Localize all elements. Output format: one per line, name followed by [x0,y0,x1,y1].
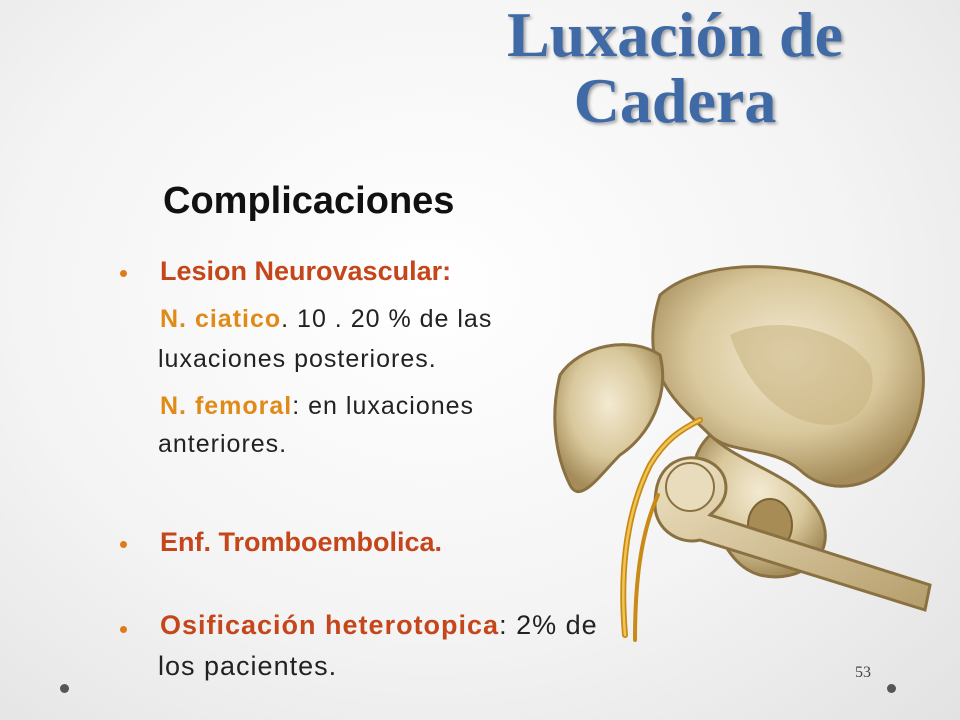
ciatico-text-1: . 10 . 20 % de las [281,305,493,333]
femoral-text-1: : en luxaciones [292,392,475,420]
osificacion-label: Osificación heterotopica [160,610,500,640]
bullet-dot [120,270,127,277]
femoral-line [160,392,474,421]
slide-title [440,2,910,134]
slide-subtitle: Complicaciones [163,180,455,222]
bullet-neurovascular: Lesion Neurovascular: [160,256,452,286]
title-line-1: Luxación de [506,0,844,70]
hip-pelvis-illustration [540,255,940,655]
ciatico-label: N. ciatico [160,305,282,333]
ciatico-text-2: luxaciones posteriores. [158,345,437,373]
title-line-2: Cadera [573,65,777,136]
ciatico-line [160,305,492,334]
osificacion-text-1: : 2% de [499,610,598,640]
page-number: 53 [855,664,871,681]
bullet-dot [120,541,127,548]
femoral-text-2: anteriores. [158,430,288,458]
corner-dot-right [887,684,896,693]
bullet-osificacion [160,610,598,641]
osificacion-text-2: los pacientes. [158,651,338,681]
corner-dot-left [60,684,69,693]
bullet-tromboembolica: Enf. Tromboembolica. [160,527,443,557]
bullet-dot [120,626,127,633]
femoral-label: N. femoral [160,392,293,420]
